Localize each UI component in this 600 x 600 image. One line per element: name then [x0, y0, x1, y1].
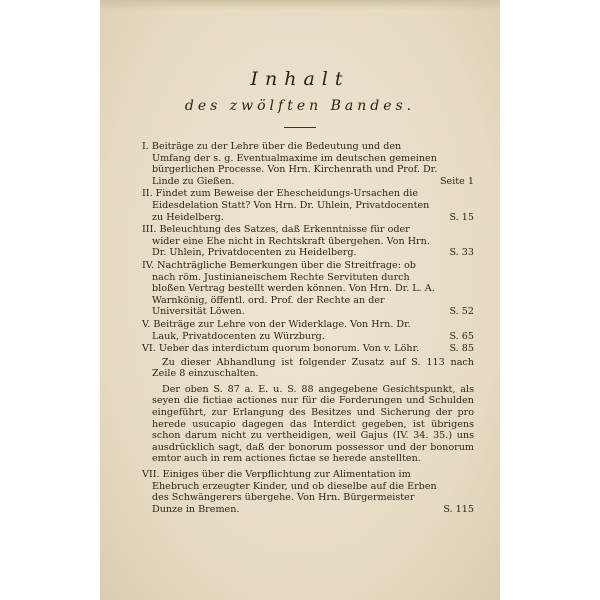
toc-entry-6: [142, 343, 474, 355]
toc-entry-3: [142, 224, 474, 259]
contents-subtitle: des zwölften Bandes.: [184, 98, 416, 114]
toc-entry-text: I. Beiträge zu der Lehre über die Bedeutung und den Umfang der s. g. Eventualmaxime im deutschen gemeinen bürgerlichen Processe. Von Hrn. Kirchenrath und Prof. Dr. Linde zu Gießen.: [142, 141, 438, 187]
toc-entry-page: S. 65: [449, 330, 474, 342]
toc-entry-5: [142, 319, 474, 342]
title-rule: [284, 127, 316, 128]
toc-entry-page: S. 33: [449, 247, 474, 259]
toc-entry-4: [142, 260, 474, 318]
book-page: [100, 0, 500, 600]
addendum-note: Zu dieser Abhandlung ist folgender Zusatz auf S. 113 nach Zeile 8 einzuschalten.: [152, 356, 474, 380]
toc-entry-text: IV. Nachträgliche Bemerkungen über die Streitfrage: ob nach röm. Justinianeischem Rechte Servituten durch bloßen Vertrag bestellt werden können. Von Hrn. Dr. L. A. Warnkönig, öffentl. ord. Prof. der Rechte an der Universität Löwen.: [142, 259, 435, 318]
toc-entry-page: S. 85: [449, 343, 474, 355]
toc-entry-page: Seite 1: [439, 175, 474, 187]
toc-entry-page: S. 52: [449, 306, 474, 318]
contents-title: Inhalt: [250, 68, 350, 90]
toc-entry-1: [142, 141, 474, 187]
toc-entry-text: V. Beiträge zur Lehre von der Widerklage. Von Hrn. Dr. Lauk, Privatdocenten zu Würzburg.: [142, 318, 411, 342]
page-edge-shadow: [100, 0, 500, 10]
toc-entry-7: [142, 469, 474, 515]
addendum-paragraph: Der oben S. 87 a. E. u. S. 88 angegebene Gesichtspunkt, als seyen die fictiae actiones nur für die Forderungen und Schulden eingeführt, zur Erlangung des Besitzes und Sicherung der pro herede usucapio dagegen das Interdict gegeben, ist übrigens schon darum nicht zu vertheidigen, weil Gajus (IV. 34. 35.) uns ausdrücklich sagt, daß der bonorum possessor und der bonorum emtor auch in rem actiones fictae se herede anstellten.: [152, 383, 474, 465]
table-of-contents: [142, 141, 474, 516]
toc-entry-text: II. Findet zum Beweise der Ehescheidungs-Ursachen die Eidesdelation Statt? Von Hrn. Dr. Uhlein, Privatdocenten zu Heidelberg.: [142, 188, 430, 223]
toc-entry-text: VI. Ueber das interdictum quorum bonorum. Von v. Löhr.: [142, 343, 420, 355]
toc-entry-text: VII. Einiges über die Verpflichtung zur Alimentation im Ehebruch erzeugter Kinder, und ob dieselbe auf die Erben des Schwängerers übergehe. Von Hrn. Bürgermeister Dunze in Bremen.: [142, 469, 437, 515]
toc-entry-text: III. Beleuchtung des Satzes, daß Erkenntnisse für oder wider eine Ehe nicht in Rechtskraft übergehen. Von Hrn. Dr. Uhlein, Privatdocenten zu Heidelberg.: [142, 224, 430, 259]
toc-entry-2: [142, 188, 474, 223]
toc-entry-page: S. 15: [449, 211, 474, 223]
toc-entry-page: S. 115: [443, 503, 474, 515]
